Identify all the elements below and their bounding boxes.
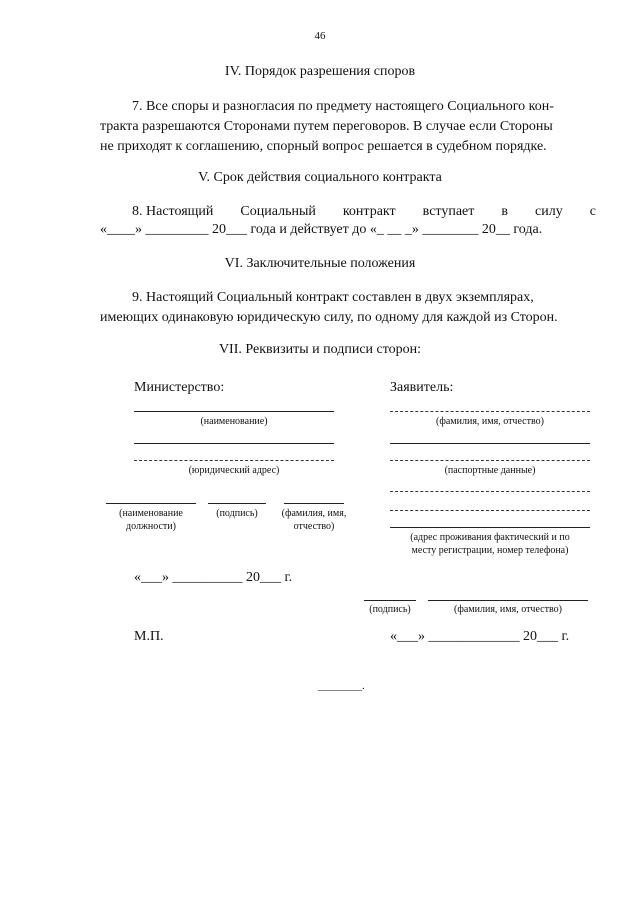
section-4-para-line-3: не приходят к соглашению, спорный вопрос решается в судебном порядке. bbox=[100, 139, 547, 154]
ministry-position-line bbox=[106, 503, 196, 504]
ministry-name-line bbox=[134, 411, 334, 412]
applicant-fio-sign-line bbox=[428, 600, 588, 601]
section-5-para-line-1 bbox=[132, 204, 596, 220]
word: силу bbox=[535, 204, 563, 219]
applicant-date-line: «___» _____________ 20___ г. bbox=[390, 629, 570, 644]
ministry-label: Министерство: bbox=[134, 380, 225, 395]
word: вступает bbox=[422, 204, 475, 219]
ministry-signature-caption: (подпись) bbox=[216, 508, 258, 519]
ministry-name-caption: (наименование) bbox=[200, 416, 268, 427]
applicant-signature-caption: (подпись) bbox=[369, 604, 411, 615]
applicant-fio-line bbox=[390, 411, 590, 412]
applicant-address-caption-1: (адрес проживания фактический и по bbox=[410, 532, 570, 543]
ministry-address-line-2 bbox=[134, 460, 334, 461]
section-7-heading: VII. Реквизиты и подписи сторон: bbox=[218, 342, 422, 357]
applicant-address-line-3 bbox=[390, 527, 590, 528]
section-4-para-line-2: тракта разрешаются Сторонами путем переговоров. В случае если Стороны bbox=[100, 119, 553, 134]
applicant-passport-line-1 bbox=[390, 443, 590, 444]
applicant-address-line-2 bbox=[390, 510, 590, 511]
section-6-heading: VI. Заключительные положения bbox=[224, 256, 416, 271]
applicant-passport-caption: (паспортные данные) bbox=[444, 465, 536, 476]
section-4-heading: IV. Порядок разрешения споров bbox=[224, 64, 416, 79]
page-number: 46 bbox=[314, 30, 326, 42]
ministry-fio-caption-2: отчество) bbox=[293, 521, 335, 532]
ministry-fio-caption-1: (фамилия, имя, bbox=[281, 508, 347, 519]
section-6-para-line-2: имеющих одинаковую юридическую силу, по одному для каждой из Сторон. bbox=[100, 310, 558, 325]
word: в bbox=[501, 204, 509, 219]
applicant-address-line-1 bbox=[390, 491, 590, 492]
applicant-fio-caption: (фамилия, имя, отчество) bbox=[436, 416, 544, 427]
section-4-para-line-1: 7. Все споры и разногласия по предмету настоящего Социального кон- bbox=[132, 99, 554, 114]
word: Социальный bbox=[240, 204, 316, 219]
word: с bbox=[589, 204, 596, 219]
ministry-address-line-1 bbox=[134, 443, 334, 444]
ministry-fio-line bbox=[284, 503, 344, 504]
word: 8. Настоящий bbox=[132, 204, 214, 219]
ministry-position-caption-2: должности) bbox=[126, 521, 176, 532]
applicant-signature-line bbox=[364, 600, 416, 601]
section-6-para-line-1: 9. Настоящий Социальный контракт составлен в двух экземплярах, bbox=[132, 290, 534, 305]
applicant-passport-line-2 bbox=[390, 460, 590, 461]
applicant-label: Заявитель: bbox=[390, 380, 454, 395]
word: контракт bbox=[342, 204, 396, 219]
section-5-heading: V. Срок действия социального контракта bbox=[198, 170, 442, 185]
section-5-para-line-2: «____» _________ 20___ года и действует до «_ __ _» ________ 20__ года. bbox=[100, 222, 543, 237]
ministry-position-caption-1: (наименование bbox=[119, 508, 183, 519]
stamp-label: М.П. bbox=[134, 629, 164, 644]
applicant-address-caption-2: месту регистрации, номер телефона) bbox=[411, 545, 569, 556]
end-mark: ________. bbox=[318, 680, 365, 692]
ministry-signature-line bbox=[208, 503, 266, 504]
ministry-address-caption: (юридический адрес) bbox=[188, 465, 280, 476]
ministry-date-line: «___» __________ 20___ г. bbox=[134, 570, 293, 585]
applicant-fio-sign-caption: (фамилия, имя, отчество) bbox=[454, 604, 562, 615]
